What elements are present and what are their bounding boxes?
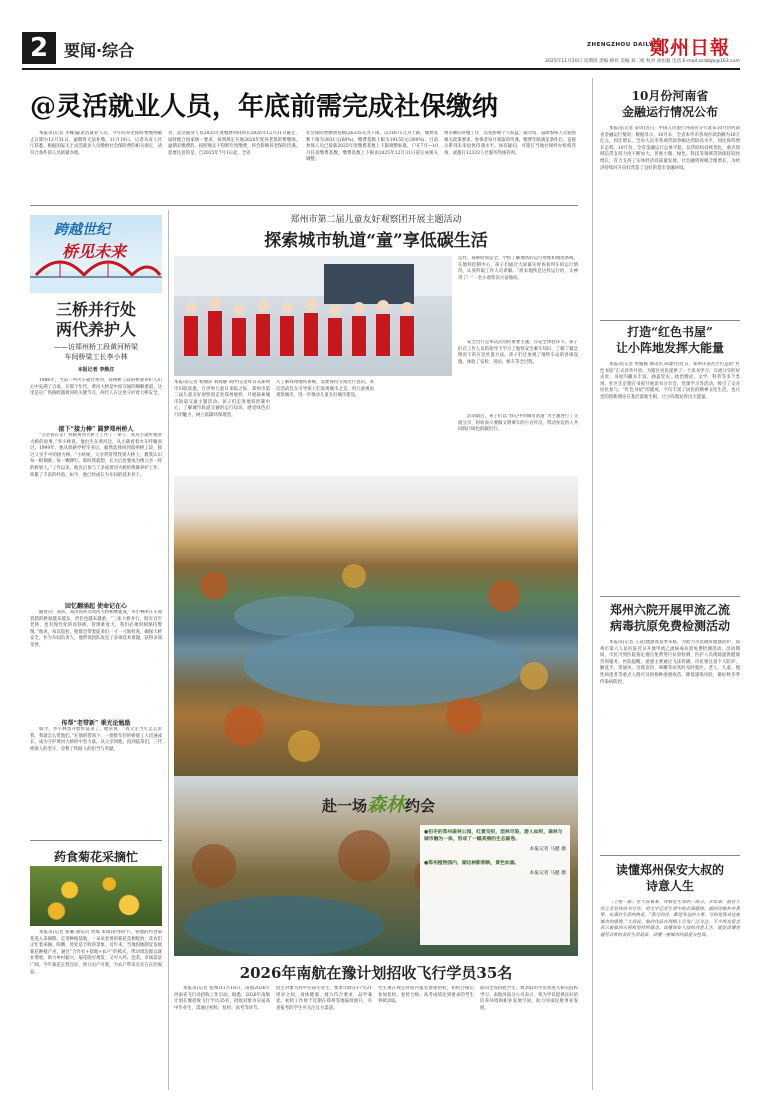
village-sec3-heading: 传帮“老带新” 秉光论勉励 (61, 720, 131, 727)
lead-title: @灵活就业人员，年底前需完成社保缴纳 (30, 92, 499, 122)
promo-logo-bottom: 桥见未来 (62, 242, 127, 261)
village-intro: 1986年，当第一列火车驶过黄河，郑州桥工段的桥梁养护人们心中充满了自豪。在那个年代，黄河大桥是中原交通的咽喉要道。这里是京广铁路跨越黄河的关键节点，两代人在这里守护着大桥安全。 (30, 378, 162, 397)
page-number: 2 (22, 32, 56, 64)
metro-col-1: 入了解郑州地铁系统，需要保持文明出行意识。本次活动旨在引导孩子们发现城市之美，用儿童视角观察城市，进一步推动儿童友好城市建设。 (276, 380, 374, 399)
masthead-logo: 鄭州日報 (650, 37, 731, 59)
lead-col-2: 者，灵活就业人员2025年度缴费时间将在2026年12月31日截止，届时配合国家统一要求，按照规定开展2026年度养老保险费缴纳。逾期未缴费的，按照规定不得跨年度缴费，将会影响养老保险待遇。需要注意的是，自2025年7月1日起，全省 (168, 131, 300, 156)
forest-caption-box (420, 825, 570, 945)
pilot-col-1: 本报讯(记者 张博)11月18日，南航2026年河南省飞行员招收工作启动。据悉，2026年南航计划在豫招收飞行学员35名，招收对象为应届高中毕业生，需通过初检、复检、高考等环节。 (174, 986, 270, 1011)
forest-banner-c: 约会 (405, 797, 436, 815)
forest-banner-b: 森林 (367, 794, 406, 816)
redbook-rule (600, 596, 740, 597)
poem-text: 〔上接一版〕在大叔看来，诗歌是生活的一部分。多年来，他在工作之余坚持读书写作，用文字记录生活中的点滴感悟。他的诗歌朴实真挚，充满对生活的热爱。“我写的诗，都是身边的小事，写的是我对这座城市的感情。”大叔说。他的作品在网络上引发广泛关注，不少网友留言表示被他的乐观和坚持所感动。读懂保安大叔的诗意人生，就是读懂普通劳动者的美好生活追求，读懂一座城市的温度与包容。 (600, 900, 740, 938)
masthead-en: ZHENGZHOU DAILY (587, 42, 654, 48)
metro-kicker: 郑州市第二届儿童友好观察团开展主题活动 (290, 215, 462, 225)
village-sec2-heading: 回忆翻涌起 使命记在心 (64, 603, 128, 610)
left-col-divider (168, 210, 169, 1090)
chrysanthemum-photo (30, 866, 162, 926)
header-rule (22, 68, 740, 70)
metro-caption: 本报讯(记者 杨丽萍 刘海静 刘伊)记者昨日从郑州市妇联获悉，在世界儿童日来临之际，郑州市第二届儿童友好观察团走进郑州地铁，开展探索城市轨道交通主题活动。孩子们走进地铁控制中心，了解城市轨道交通的运行知识，感受绿色出行的魅力，树立低碳环保理念。 (174, 380, 270, 418)
forest-banner-a: 赴一场 (322, 797, 368, 815)
forest-caption-2: ●郑州植物园内，湖边树影倒映，景色如画。 (424, 861, 520, 866)
lead-rule (30, 205, 578, 206)
finance-title: 10月份河南省 金融运行情况公布 (621, 89, 718, 119)
redbook-title: 打造“红色书屋” 让小阵地发挥大能量 (615, 325, 724, 355)
village-sec1-heading: 接下“接力棒” 圆梦郑州桥人 (58, 426, 134, 433)
promo-banner (30, 215, 162, 293)
dateline: 2025年11月20日 星期四 责编 韩祥 美编 刘二姐 校对 高恒毅 电话 E-mail:zzrbbjb@163.com (545, 59, 740, 64)
medicine-text: 本报讯(记者 张璐 通讯员 黄瑞 朱瑞)初冬时节，各地的药食菊花进入采摘期。走进种植基地，一朵朵金黄的菊花竞相绽放，花农们正忙着采摘、晾晒，处处是丰收的景象。近年来，当地因地制宜发展菊花种植产业，通过“合作社+基地+农户”的模式，带动周边群众就业增收，助力乡村振兴。菊花既可观赏，又可入药、泡茶，市场前景广阔。今年菊花长势良好，预计亩产可观，为农户带来实实在在的收益。 (30, 930, 162, 975)
forest-credit-2: 本报记者 马健 摄 (529, 871, 566, 876)
metro-col-4: 活动最后，孩子们以“我心中的城市轨道”为主题进行了交流分享，纷纷表示要做文明乘车的小宣传员，带动身边的人共同践行绿色低碳出行。 (458, 414, 578, 433)
village-rule (30, 840, 162, 841)
pilot-col-4: 面向全省招收学生，被录取的学员将进入相关院校学习。南航河南分公司表示，将为学员提供良好的培养环境和职业发展空间，助力河南民航事业发展。 (480, 986, 578, 1011)
hospital-text: 本报讯(记者 王冠)流感高发季来临，为助力市民做好健康防护，郑州市第六人民医院近日开展甲流乙流病毒抗原免费检测活动。活动期间，市民可到医院指定地点免费进行抗原检测，医护人员现场提供健康咨询服务。医院提醒，流感主要通过飞沫传播，市民要注意个人防护，勤洗手、常通风，出现发热、咳嗽等症状时及时就医。老人、儿童、慢性病患者等重点人群可及时接种流感疫苗，降低感染风险，做好秋冬季传染病防控。 (600, 640, 740, 685)
metro-title: 探索城市轨道“童”享低碳生活 (264, 231, 488, 251)
village-subtitle: ——访郑州桥工段黄河桥梁 车间桥梁工长李小林 (54, 343, 138, 361)
lead-col-1: 本报讯(记者 李娜)@灵活就业人员，今年的养老保险费缴纳截止日期为12月31日，逾期将无法补缴。11月19日，记者从省人社厅获悉，根据国家关于灵活就业人员缴纳社会保险费的相关规定，请符合条件的人员抓紧办理。 (30, 131, 162, 156)
promo-logo-top: 跨越世纪 (54, 222, 110, 238)
pilot-col-3: 考生须在规定时间内报名参加初检，初检合格后参加复检。复检合格、高考成绩达到要求的考生将被录取。 (378, 986, 474, 1005)
poem-title: 读懂郑州保安大叔的 诗意人生 (615, 863, 724, 893)
forest-caption-1: ●初冬的郑州森林公园，红黄交织，层林尽染，游人如织，森林与城市融为一体，形成了一幅美丽的生态画卷。 (424, 830, 563, 842)
pilot-title: 2026年南航在豫计划招收飞行学员35名 (239, 964, 513, 982)
village-sec3-text: 如今，李小林也开始带徒弟了。他常说：“我父亲当年怎么带我，我就怎么带他们。”在他的带领下，一批批年轻的桥梁工人迅速成长，成为守护黄河大桥的中坚力量。从父亲到他，再到徒弟们，三代桥梁人的坚守，诠释了铁路人的担当与奉献。 (30, 727, 162, 752)
village-byline: 本报记者 李焕庄 (77, 367, 115, 373)
finance-rule (600, 320, 740, 321)
village-title: 三桥并行处 两代养护人 (55, 300, 136, 339)
forest-banner (322, 790, 442, 820)
forest-photo-main (174, 476, 578, 776)
redbook-text: 本报讯(记者 侯媛媛 通讯员 陈建玲)近日，郑州市某社区打造的“红色书屋”正式对外开放，为辖区居民提供了一个读书学习、交流分享的好去处。书屋内藏书丰富，涵盖党史、政治理论、文学、科普等多个类别。社区还定期在书屋开展读书分享会、党课学习等活动，吸引了众多居民参与。“红色书屋”的建成，不仅丰富了居民的精神文化生活，也让党的创新理论在基层落地生根，让小阵地发挥出大能量。 (600, 362, 740, 400)
metro-col-3: 安全出行是本次活动的重要主题。在安全体验环节，孩子们在工作人员的指导下学习了地铁安全乘车知识，了解了紧急情况下的应急处置方法。孩子们还参观了地铁车站的各项设施，体验了安检、进站、候车等全过程。 (458, 340, 578, 365)
forest-credit-1: 本报记者 马健 摄 (529, 847, 566, 852)
hospital-title: 郑州六院开展甲流乙流 病毒抗原免费检测活动 (609, 603, 730, 633)
right-col-divider (592, 78, 593, 1090)
lead-col-4: 费差额的补缴工作，以免影响个人权益。据介绍，超龄参保人员按照相关政策要求，参保者每月领取的待遇，缴费年限满足条件后，直接关系到未来退休待遇水平。如有疑问，可拨打当地社保经办机构咨询，或拨打12333人社服务热线咨询。 (444, 131, 576, 156)
village-sec1-text: “父亲曾在京广铁路黄河大桥上工作了一辈子，我从小就听他讲大桥的故事。”李小林说，他出生在黄河边，从小就看着火车呼啸而过。1999年，他从铁路学校毕业后，毅然选择回到郑州桥工段，接过父亲手中的接力棒。“小时候，父亲常常带我到大桥上，教我认识每一根钢梁、每一颗铆钉。那时我就想，长大后也要成为像父亲一样的桥梁人。”工作以来，他先后参与了多座黄河大桥的维修养护工作，积累了丰富的经验。如今，他已经成长为车间的技术骨干。 (30, 433, 162, 478)
medicine-title: 药食菊花采摘忙 (53, 850, 138, 864)
section-title: 要闻·综合 (64, 41, 135, 60)
metro-photo (174, 256, 452, 376)
pilot-col-2: 招生对象为高中应届毕业生，要求年龄在17至21周岁之间，身体健康，视力符合要求，品学兼优。初检工作将于近期在郑州等地陆续展开，有意报考的学生可关注官方渠道。 (276, 986, 372, 1011)
village-sec2-text: 随着京广高铁、郑济高铁等黄河大桥相继建成，李小林所在车间管辖的桥梁越来越多，责任也越来越重。“三座大桥并行，既有百年老桥，也有现代化的高铁桥，管理难度大，我们必须时刻保持警惕。”他说，每次巡检，他都会带着徒弟们一寸一寸地检查，确保大桥安全。作为车间负责人，他带领团队攻克了多项技术难题，获得多项荣誉。 (30, 610, 162, 648)
lead-col-3: 社会保险费缴费基数以6335元为下限，以31671元为上限，缴费基数下限为3831元(60%)，缴费基数上限为19155元(300%)，目前参保人员已按新2025年度缴费基数上下限调整标准，户在7月—10月任意缴费基数，缴费基数上下限由2025年12月31日前完成相关调整。 (306, 131, 438, 163)
metro-col-2: 运作，探索时间安全，学校了解地铁的运行原理和调度系统。在地铁控制中心，孩子们通过大屏幕实时查看列车的运行情况，认真听取工作人员讲解。“原来地铁是这样运行的，太神奇了！”一名小观察员兴奋地说。 (458, 256, 578, 281)
hospital-rule (600, 855, 740, 856)
finance-text: 本报讯(记者 安琪)近日，中国人民银行河南省分行发布10月份河南省金融运行情况。数据显示，10月末，全省本外币各项存款余额为10万亿元，同比增长。全省人民币各项贷款余额达到较高水平，同比保持增长态势。10月份，全省金融运行总体平稳，信贷结构持续优化，重点领域信贷支持力度不断加大，普惠小微、绿色、科技等领域贷款保持较快增长，有力支持了实体经济高质量发展。社会融资规模合理增长，为经济持续回升向好营造了良好的货币金融环境。 (600, 126, 740, 171)
